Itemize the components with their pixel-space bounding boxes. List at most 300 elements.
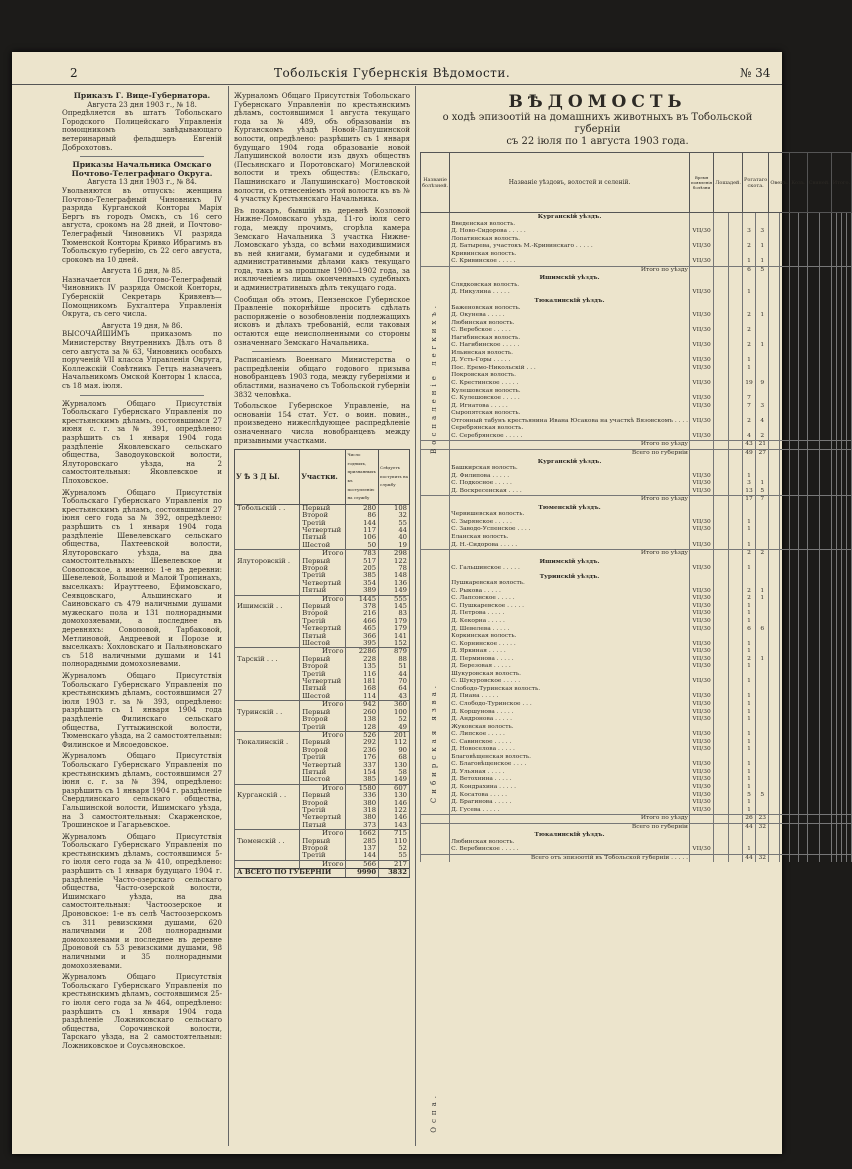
uezd-cell (235, 512, 300, 519)
date-cell (689, 266, 713, 274)
value-cell (798, 731, 807, 739)
value-cell (742, 580, 755, 588)
value-cell (807, 418, 819, 426)
date-cell: VII/30 (689, 365, 713, 373)
value-cell (847, 312, 852, 320)
value-cell: 32 (756, 823, 769, 831)
table-row (421, 395, 852, 403)
table-row (421, 633, 852, 641)
value-cell (798, 473, 807, 481)
value-cell (819, 671, 831, 679)
value-cell (819, 519, 831, 527)
value-cell (714, 274, 728, 282)
place-cell: Покровская волость. (450, 372, 690, 380)
value-cell: 1 (742, 603, 755, 611)
value-cell (756, 701, 769, 709)
value-a-cell: 354 (346, 580, 379, 587)
value-cell (807, 365, 819, 373)
value-cell (779, 221, 789, 229)
value-cell (714, 588, 728, 596)
value-cell (714, 807, 728, 815)
value-cell (728, 731, 742, 739)
value-cell (847, 558, 852, 566)
value-a-cell: 168 (346, 685, 379, 692)
value-cell (779, 511, 789, 519)
date-cell: VII/30 (689, 526, 713, 534)
value-cell (779, 603, 789, 611)
value-cell (807, 769, 819, 777)
value-cell (790, 380, 799, 388)
grand-total-label: А ВСЕГО ПО ГУБЕРНІИ (235, 869, 346, 877)
value-b-cell: 70 (379, 678, 410, 685)
date-cell: VII/30 (689, 618, 713, 626)
col-place-header: Названіе уѣздовъ, волостей и селеній. (450, 153, 690, 213)
value-cell (779, 550, 789, 558)
table-row (421, 595, 852, 603)
value-cell (769, 671, 779, 679)
value-cell (798, 656, 807, 664)
value-cell (769, 350, 779, 358)
value-cell (819, 633, 831, 641)
date-cell (689, 458, 713, 466)
value-cell (798, 441, 807, 450)
value-cell: 5 (756, 792, 769, 800)
value-cell (728, 724, 742, 732)
value-cell (847, 701, 852, 709)
value-cell (779, 425, 789, 433)
value-cell (798, 449, 807, 457)
value-cell (790, 410, 799, 418)
value-a-cell: 566 (346, 860, 379, 868)
place-cell: Шукуровская волость. (450, 671, 690, 679)
value-cell (756, 831, 769, 839)
table-row (421, 641, 852, 649)
article-date: Августа 13 дня 1903 г., № 84. (87, 177, 197, 187)
uezd-cell (235, 693, 300, 701)
value-cell (779, 433, 789, 441)
value-cell (779, 388, 789, 396)
value-cell (728, 678, 742, 686)
value-cell (779, 618, 789, 626)
place-cell: Д. Шевелева . . . . . (450, 626, 690, 634)
value-cell (769, 266, 779, 274)
value-cell (798, 761, 807, 769)
value-cell (769, 480, 779, 488)
value-cell (819, 236, 831, 244)
value-cell (769, 221, 779, 229)
value-cell: 1 (742, 761, 755, 769)
uezd-cell: Тарскій . . . (235, 656, 300, 663)
value-cell (742, 236, 755, 244)
value-a-cell: 385 (346, 572, 379, 579)
value-cell (756, 686, 769, 694)
value-cell (728, 761, 742, 769)
table-row (421, 588, 852, 596)
value-cell (847, 815, 852, 824)
article-text: Опредѣляется въ штатъ Тобольскаго Городского Полицейскаго Управленія помощникомъ завѣдывающаго ветеринарный фельдшеръ Евгеній Доброхотовъ. (62, 108, 222, 152)
table-row (421, 573, 852, 581)
date-cell (689, 686, 713, 694)
value-cell (807, 342, 819, 350)
value-cell (807, 258, 819, 266)
value-cell (819, 496, 831, 504)
value-cell (728, 701, 742, 709)
value-cell (790, 441, 799, 450)
value-cell (728, 618, 742, 626)
uezd-cell: Тобольскій . . (235, 504, 300, 512)
value-cell (779, 663, 789, 671)
date-cell (689, 251, 713, 259)
value-cell (779, 312, 789, 320)
place-cell: Д. Петрова . . . . . (450, 610, 690, 618)
value-cell (714, 633, 728, 641)
value-cell (790, 663, 799, 671)
value-cell (798, 823, 807, 831)
place-cell: Д. Перминова . . . . . (450, 656, 690, 664)
table-row (421, 542, 852, 550)
value-cell: 1 (742, 519, 755, 527)
value-cell (756, 519, 769, 527)
value-cell (769, 716, 779, 724)
value-cell (790, 839, 799, 847)
place-cell: С. Слободо-Туринское . . . (450, 701, 690, 709)
value-cell (769, 380, 779, 388)
value-cell: 2 (742, 342, 755, 350)
value-cell (807, 641, 819, 649)
value-cell (819, 839, 831, 847)
place-cell: Тюменскій уѣздъ. (450, 504, 690, 512)
value-cell (790, 769, 799, 777)
value-cell (847, 792, 852, 800)
value-cell (769, 418, 779, 426)
value-cell (798, 433, 807, 441)
table-row (421, 550, 852, 558)
uchastok-cell: Второй (300, 800, 346, 807)
table-row (421, 243, 852, 251)
value-cell (807, 380, 819, 388)
value-cell (819, 282, 831, 290)
value-cell (798, 784, 807, 792)
uezd-cell (235, 587, 300, 595)
value-b-cell: 58 (379, 769, 410, 776)
value-cell (728, 458, 742, 466)
value-cell (714, 403, 728, 411)
value-cell (769, 236, 779, 244)
table-row (421, 433, 852, 441)
value-cell (728, 418, 742, 426)
value-cell (807, 656, 819, 664)
value-cell (728, 603, 742, 611)
value-cell (779, 274, 789, 282)
table-row (421, 846, 852, 854)
value-cell (819, 641, 831, 649)
value-cell (819, 595, 831, 603)
date-cell: VII/30 (689, 488, 713, 496)
value-cell (819, 418, 831, 426)
value-a-cell: 1445 (346, 595, 379, 603)
date-cell: VII/30 (689, 792, 713, 800)
value-cell: 1 (742, 565, 755, 573)
value-a-cell: 181 (346, 678, 379, 685)
table-row (421, 221, 852, 229)
value-cell: 32 (756, 854, 769, 862)
value-b-cell: 44 (379, 671, 410, 678)
uchastok-cell: Пятый (300, 534, 346, 541)
value-cell (756, 731, 769, 739)
value-cell (807, 846, 819, 854)
value-cell (779, 671, 789, 679)
date-cell: VII/30 (689, 433, 713, 441)
value-cell (798, 305, 807, 313)
value-cell (790, 335, 799, 343)
value-cell (769, 807, 779, 815)
value-cell (847, 496, 852, 504)
value-cell: 1 (742, 776, 755, 784)
value-cell (756, 388, 769, 396)
value-cell (790, 709, 799, 717)
value-cell (790, 550, 799, 558)
value-cell (798, 573, 807, 581)
value-cell (769, 724, 779, 732)
value-cell: 2 (756, 433, 769, 441)
value-a-cell: 385 (346, 776, 379, 784)
value-cell (769, 846, 779, 854)
value-cell (819, 357, 831, 365)
value-cell (847, 342, 852, 350)
place-cell: Любинская волость. (450, 839, 690, 847)
value-cell: 1 (756, 312, 769, 320)
value-cell (819, 320, 831, 328)
table-row (421, 799, 852, 807)
value-cell (714, 266, 728, 274)
date-cell (689, 441, 713, 450)
article-date: Августа 19 дня, № 86. (101, 320, 183, 330)
value-cell (798, 228, 807, 236)
date-cell (689, 580, 713, 588)
article-text: Журналомъ Общаго Присутствія Тобольскаго Губернскаго Управленія по крестьянскимъ дѣламъ, состоявшимся 25-го іюля сего года за № 464, опредѣлено: разрѣшить съ 1 января 1904 года раздѣленіе Ложниковскаго сельскаго общества, Сорочинской волости, Тарскаго уѣзда, на 2 самостоятельныя: Ложниковское и Соусьяновское. (62, 972, 222, 1050)
value-cell (714, 297, 728, 305)
value-cell (790, 228, 799, 236)
value-cell: 4 (742, 433, 755, 441)
value-cell (779, 595, 789, 603)
value-cell (790, 761, 799, 769)
value-cell: 1 (742, 746, 755, 754)
value-cell (819, 686, 831, 694)
value-cell (779, 289, 789, 297)
value-cell (847, 754, 852, 762)
middle-column (234, 92, 410, 878)
value-cell (798, 663, 807, 671)
value-cell (790, 807, 799, 815)
article-text: Сообщая объ этомъ, Пензенское Губернское Правленіе покорнѣйше проситъ сдѣлать распоряженіе о возобновленіи подлежащихъ исковъ и дѣлахъ требованій, если таковыя остаются еще неисполненными со стороны означеннаго Земскаго Начальника. (234, 294, 410, 347)
value-cell (819, 739, 831, 747)
value-cell (790, 282, 799, 290)
value-cell (714, 289, 728, 297)
value-cell (807, 488, 819, 496)
place-cell: Всего отъ эпизоотій въ Тобольской губерніи . . . . . (450, 854, 690, 862)
uezd-cell (235, 610, 300, 617)
value-cell (819, 573, 831, 581)
date-cell (689, 754, 713, 762)
article-block (62, 322, 222, 391)
date-cell (689, 496, 713, 504)
value-cell: 9 (756, 380, 769, 388)
value-cell (714, 534, 728, 542)
value-b-cell: 88 (379, 656, 410, 663)
value-cell (798, 519, 807, 527)
value-cell (769, 823, 779, 831)
value-cell (714, 458, 728, 466)
value-cell (714, 221, 728, 229)
article-text: Увольняются въ отпускъ: женщина Почтово-Телеграфный Чиновникъ IV разряда Курганской Конторы Марія Бергъ въ городъ Омскъ, съ 16 сего августа, срокомъ на 28 дней, и Почтово-Телеграфный Чиновникъ VI разряда Тюменской Конторы Кривко Ибрагимъ въ Тобольскую губернію, съ 22 сего августа, срокомъ на 10 дней. (62, 185, 222, 264)
value-cell (769, 458, 779, 466)
place-cell: Отгонный табунъ крестьянина Ивана Юсакова на участкѣ Вязовскомъ . . . . (451, 417, 688, 424)
place-cell: Туринскій уѣздъ. (450, 573, 690, 581)
date-cell: VII/30 (689, 380, 713, 388)
value-b-cell: 179 (379, 625, 410, 632)
value-cell (769, 488, 779, 496)
value-cell (807, 739, 819, 747)
value-cell (847, 511, 852, 519)
value-cell (819, 693, 831, 701)
value-cell (779, 380, 789, 388)
value-cell: 1 (742, 542, 755, 550)
value-cell: 1 (742, 610, 755, 618)
value-cell (819, 266, 831, 274)
value-cell (728, 221, 742, 229)
value-cell (847, 488, 852, 496)
col-cattle-header: Рогатаго скота. (742, 153, 768, 213)
value-cell (714, 823, 728, 831)
value-cell (779, 473, 789, 481)
date-cell (689, 633, 713, 641)
uchastok-cell: Второй (300, 512, 346, 519)
value-cell (847, 731, 852, 739)
value-cell (819, 769, 831, 777)
value-cell: 6 (756, 626, 769, 634)
value-cell (742, 458, 755, 466)
date-cell (689, 297, 713, 305)
value-cell (798, 716, 807, 724)
value-cell (779, 776, 789, 784)
value-cell (790, 473, 799, 481)
col-goats-header: Козъ. (790, 153, 807, 213)
value-cell (728, 480, 742, 488)
place-cell: Д. Ново-Сидорова . . . . . (450, 228, 690, 236)
uchastok-cell: Пятый (300, 769, 346, 776)
value-cell (728, 372, 742, 380)
value-cell (798, 488, 807, 496)
vedomost-section (420, 92, 851, 862)
value-cell (790, 221, 799, 229)
value-a-cell: 144 (346, 520, 379, 527)
value-cell (807, 761, 819, 769)
value-cell (756, 671, 769, 679)
value-cell (790, 236, 799, 244)
value-cell (790, 297, 799, 305)
value-cell (790, 739, 799, 747)
value-cell (847, 282, 852, 290)
disease-side-labels (424, 212, 448, 1133)
value-a-cell: 336 (346, 792, 379, 799)
value-cell (798, 258, 807, 266)
value-cell (847, 739, 852, 747)
value-cell (798, 626, 807, 634)
value-cell (807, 465, 819, 473)
value-cell (779, 458, 789, 466)
value-cell (847, 251, 852, 259)
value-a-cell: 380 (346, 814, 379, 821)
value-cell (847, 236, 852, 244)
article-block (62, 92, 222, 152)
uchastok-cell: Четвертый (300, 678, 346, 685)
value-cell (790, 610, 799, 618)
value-cell (819, 823, 831, 831)
table-row (421, 776, 852, 784)
value-cell (798, 289, 807, 297)
value-a-cell: 389 (346, 587, 379, 595)
value-cell (807, 251, 819, 259)
value-cell (714, 228, 728, 236)
value-cell (790, 648, 799, 656)
uezd-cell (235, 754, 300, 761)
value-cell (779, 610, 789, 618)
value-b-cell: 19 (379, 542, 410, 550)
uchastok-cell: Первый (300, 504, 346, 512)
issue-number: № 34 (740, 66, 771, 80)
value-cell (807, 731, 819, 739)
value-a-cell: 176 (346, 754, 379, 761)
value-cell (779, 297, 789, 305)
value-cell (742, 839, 755, 847)
place-cell: С. Веребское . . . . . (450, 327, 690, 335)
value-cell: 6 (742, 266, 755, 274)
value-b-cell: 217 (379, 860, 410, 868)
value-cell (798, 458, 807, 466)
value-cell (769, 595, 779, 603)
table-row (421, 449, 852, 457)
newspaper-title: Тобольскія Губернскія Вѣдомости. (274, 66, 511, 80)
value-cell (847, 603, 852, 611)
place-cell: С. Гальшинское . . . . . (450, 565, 690, 573)
table-row (421, 519, 852, 527)
value-cell (714, 380, 728, 388)
value-cell: 3 (742, 228, 755, 236)
value-cell (798, 565, 807, 573)
value-cell (807, 626, 819, 634)
value-cell (779, 686, 789, 694)
value-cell (807, 526, 819, 534)
value-cell (807, 550, 819, 558)
value-cell (742, 633, 755, 641)
value-cell (798, 671, 807, 679)
value-cell (714, 372, 728, 380)
value-cell (756, 739, 769, 747)
value-cell (819, 228, 831, 236)
value-cell: 2 (742, 312, 755, 320)
place-cell: Нагибинская волость. (450, 335, 690, 343)
value-cell (779, 854, 789, 862)
value-cell (769, 769, 779, 777)
value-cell (714, 511, 728, 519)
place-cell: С. Подкосное . . . . . (450, 480, 690, 488)
value-cell (714, 480, 728, 488)
place-cell: С. Корнинское . . . . . (450, 641, 690, 649)
value-cell (779, 496, 789, 504)
value-cell (769, 320, 779, 328)
date-cell (689, 854, 713, 862)
value-cell (847, 709, 852, 717)
